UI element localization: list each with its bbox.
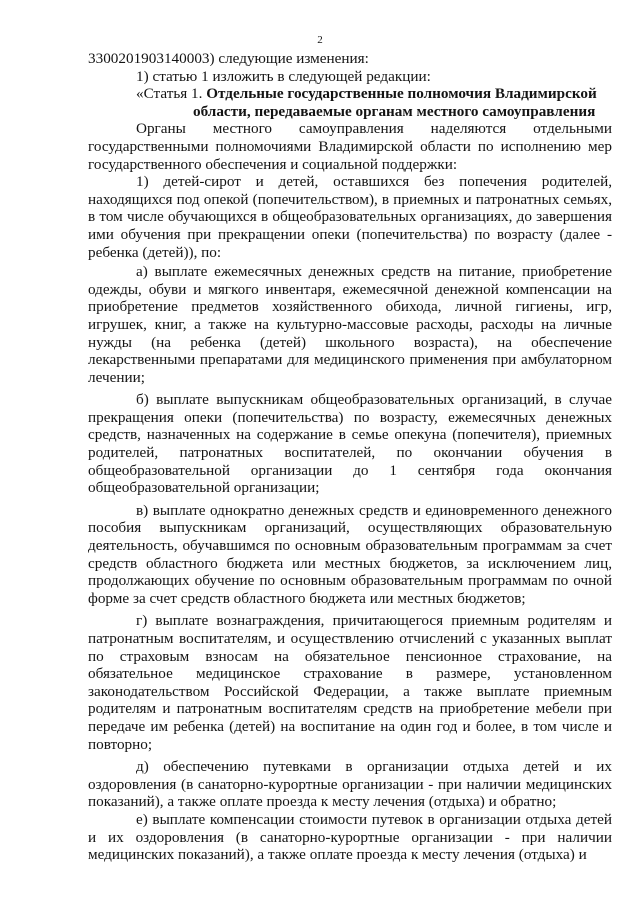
body-paragraph-b: б) выплате выпускникам общеобразовательных организаций, в случае прекращения опеки (попечительства) по возрасту, ежемесячных денежных средств, назначенных на содержание в семье опекуна (попечителя), приемных родителей, патронатных воспитателей, по окончании обучения в общеобразовательной организации до 1 сентября года окончания общеобразовательной организации; — [88, 391, 612, 497]
amendment-paragraph: 1) статью 1 изложить в следующей редакции: — [136, 67, 431, 85]
body-paragraph-g: г) выплате вознаграждения, причитающегося приемным родителям и патронатным воспитателям, и осуществлению отчислений с указанных выплат по страховым взносам на обязательное пенсионное страхование, на обязательное медицинское страхование в размере, установленном законодательством Российской Федерации, а также выплате приемным родителям и патронатным воспитателям средств на приобретение мебели при передаче им ребенка (детей) на воспитание на один год и более, в том числе и повторно; — [88, 612, 612, 753]
body-paragraph-d: д) обеспечению путевками в организации отдыха детей и их оздоровления (в санаторно-курортные организации - при наличии медицинских показаний), а также оплате проезда к месту лечения (отдыха) и обратно; — [88, 758, 612, 811]
article-title-line2: области, передаваемые органам местного самоуправления — [193, 102, 596, 120]
article-prefix: «Статья 1. — [136, 85, 203, 103]
page-number: 2 — [317, 34, 323, 46]
body-paragraph-a: а) выплате ежемесячных денежных средств на питание, приобретение одежды, обуви и мягкого инвентаря, ежемесячной денежной компенсации на приобретение предметов хозяйственного обихода, личной гигиены, игр, игрушек, книг, а также на культурно-массовые расходы, расходы на личные нужды (на ребенка (детей) школьного возраста), на обеспечение лекарственными препаратами для медицинского применения при амбулаторном лечении; — [88, 263, 612, 386]
body-paragraph-v: в) выплате однократно денежных средств и единовременного денежного пособия выпускникам организаций, осуществляющих образовательную деятельность, обучавшимся по основным образовательным программам за счет средств областного бюджета или местных бюджетов, за исключением лиц, продолжающих обучение по основным образовательным программам по очной форме за счет средств областного бюджета или местных бюджетов; — [88, 501, 612, 607]
body-paragraph-e: е) выплате компенсации стоимости путевок в организации отдыха детей и их оздоровления (в санаторно-курортные организации - при наличии медицинских показаний), а также оплате проезда к месту лечения (отдыха) и — [88, 810, 612, 864]
article-heading — [88, 85, 612, 103]
body-paragraph-intro: Органы местного самоуправления наделяются отдельными государственными полномочиями Владимирской области по исполнению мер государственного обеспечения и социальной поддержки: — [88, 120, 612, 173]
body-paragraph-1: 1) детей-сирот и детей, оставшихся без попечения родителей, находящихся под опекой (попечительством), в приемных и патронатных семьях, в том числе обучающихся в общеобразовательных организациях, до завершения ими обучения при прекращении опеки (попечительства) по возрасту (далее - ребенка (детей)), по: — [88, 173, 612, 261]
document-body — [88, 50, 612, 864]
article-title-line1: Отдельные государственные полномочия Владимирской — [206, 85, 597, 103]
intro-paragraph: 3300201903140003) следующие изменения: — [88, 50, 369, 67]
